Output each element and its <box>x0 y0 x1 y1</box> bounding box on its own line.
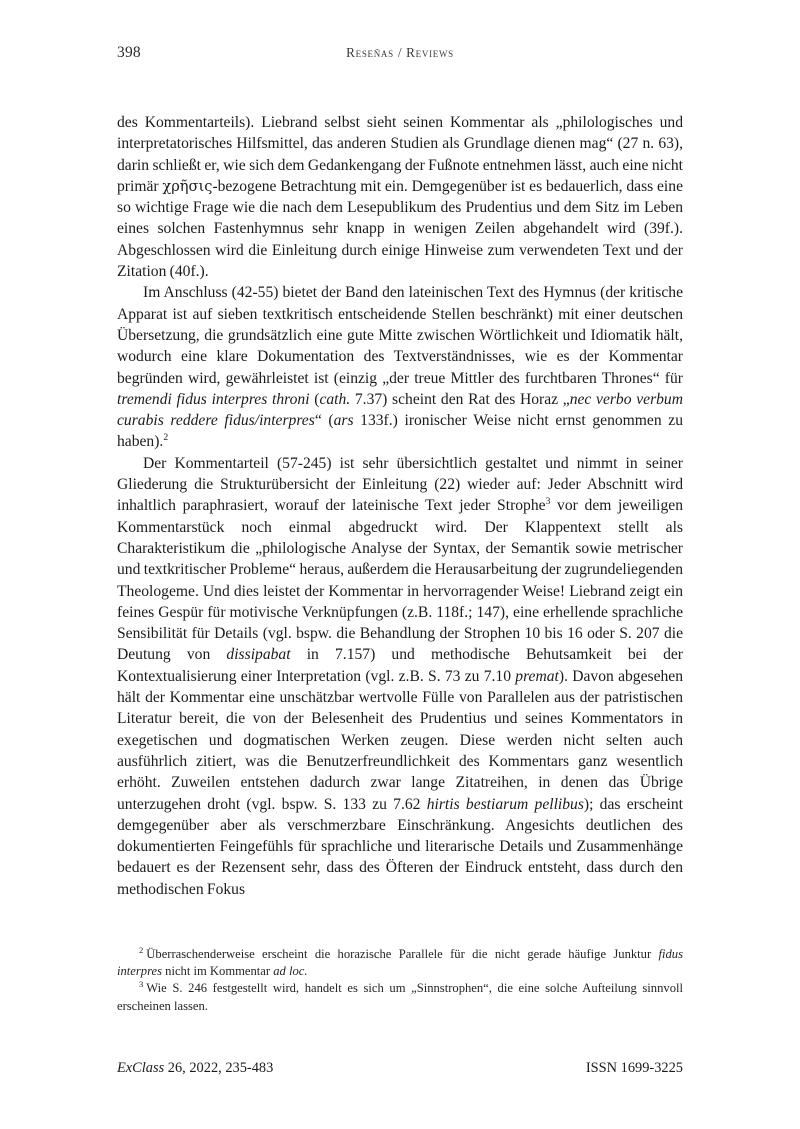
greek-run: χρῆσις <box>162 177 213 195</box>
text-run: ( <box>309 390 320 408</box>
body-paragraph <box>117 112 683 282</box>
text-run: in 7.157) und methodische Behutsamkeit bei der Kontextualisierung einer Interpretation (vgl. z.B. S. 73 zu 7.10 <box>117 646 683 685</box>
page-number: 398 <box>117 44 141 61</box>
footnote <box>117 980 683 1014</box>
running-head <box>117 44 683 64</box>
journal-issue: 26, 2022, 235-483 <box>164 1060 274 1076</box>
footnote-reference: 2 <box>163 432 169 444</box>
italic-run: ars <box>333 412 354 430</box>
text-run: -bezogene Betrachtung mit ein. Demgegenüber ist es bedauerlich, dass eine so wichtige Frage wie die nach dem Lesepublikum des Prudentius und dem Sitz im Leben eines solchen Fastenhymnus sehr knapp in wenigen Zeilen abgehandelt wird (39f.). Abgeschlossen wird die Einleitung durch einige Hinweise zum verwendeten Text und der Zitation (40f.). <box>117 177 683 281</box>
body-paragraph <box>117 453 683 900</box>
text-run: 133f.) ironischer Weise nicht ernst genommen zu haben). <box>117 412 683 451</box>
text-run: 7.37) scheint den Rat des Horaz „ <box>350 390 570 408</box>
text-run: “ ( <box>314 412 334 430</box>
italic-run: hirtis bestiarum pellibus <box>426 795 584 813</box>
text-run: des Kommentarteils). Liebrand selbst sieht seinen Kommentar als „philologisches und interpretatorisches Hilfsmittel, das anderen Studien als Grundlage dienen mag“ (27 n. 63), darin schließt er, wie sich dem Gedankengang der Fußnote entnehmen lässt, auch eine nicht primär <box>117 114 683 195</box>
italic-run: cath. <box>319 390 351 408</box>
text-run: vor dem jeweiligen Kommentarstück noch einmal abgedruckt wird. Der Klappentext stellt als Charakteristikum die „philologische Analyse der Syntax, der Semantik sowie metrischer und textkritischer Probleme“ heraus, außerdem die Herausarbeitung der zugrundeliegenden Theologeme. Und dies leistet der Kommentar in hervorragender Weise! Liebrand zeigt ein feines Gespür für motivische Verknüpfungen (z.B. 118f.; 147), eine erhellende sprachliche Sensibilität für Details (vgl. bspw. die Behandlung der Strophen 10 bis 16 oder S. 207 die Deutung von <box>117 497 683 664</box>
text-run: ); das erscheint demgegenüber aber als verschmerzbare Einschränkung. Angesichts deutlichen des dokumentierten Feingefühls für sprachliche und literarische Details und Zusammenhänge bedauert es der Rezensent sehr, dass des Öfteren der Eindruck entsteht, dass durch den methodischen Fokus <box>117 795 684 898</box>
journal-citation <box>117 1060 273 1077</box>
text-run: Im Anschluss (42-55) bietet der Band den lateinischen Text des Hymnus (der kritische Apparat ist auf sieben textkritisch entscheidende Stellen beschränkt) mit einer deutschen Übersetzung, die grundsätzlich eine gute Mitte zwischen Wörtlichkeit und Idiomatik hält, wodurch eine klare Dokumentation des Textverständnisses, wie es der Kommentar begründen wird, gewährleistet ist (einzig „der treue Mittler des furchtbaren Thrones“ für <box>117 284 683 387</box>
footnote-marker: 3 <box>139 979 144 990</box>
body-paragraph <box>117 282 683 452</box>
text-run: Der Kommentarteil (57-245) ist sehr übersichtlich gestaltet und nimmt in seiner Gliederung die Strukturübersicht der Einleitung (22) wieder auf: Jeder Abschnitt wird inhaltlich paraphrasiert, worauf der lateinische Text jeder Strophe <box>117 454 683 515</box>
page-footer <box>117 1060 683 1077</box>
footnote-block <box>117 946 683 1015</box>
running-head-title: Reseñas / Reviews <box>346 45 454 60</box>
issn: ISSN 1699-3225 <box>585 1060 683 1076</box>
journal-title: ExClass <box>117 1060 165 1076</box>
text-run: Wie S. 246 festgestellt wird, handelt es sich um „Sinnstrophen“, die eine solche Aufteilung sinnvoll erscheinen lassen. <box>117 981 683 1013</box>
footnote-reference: 3 <box>545 496 551 508</box>
italic-run: nec verbo verbum curabis reddere fidus/interpres <box>117 390 683 430</box>
footnote <box>117 946 683 980</box>
italic-run: ad loc. <box>273 964 308 979</box>
body-text-block <box>117 112 683 900</box>
text-run: nicht im Kommentar <box>162 964 274 979</box>
italic-run: dissipabat <box>226 646 291 664</box>
italic-run: premat <box>515 667 559 685</box>
text-run: ). Davon abgesehen hält der Kommentar eine unschätzbar wertvolle Fülle von Parallelen aus der patristischen Literatur bereit, die von der Belesenheit des Prudentius und seines Kommentators in exegetischen und dogmatischen Werken zeugen. Diese werden nicht selten auch ausführlich zitiert, was die Benutzerfreundlichkeit des Kommentars ganz wesentlich erhöht. Zuweilen entstehen dadurch zwar lange Zitatreihen, in denen das Übrige unterzugehen droht (vgl. bspw. S. 133 zu 7.62 <box>117 667 684 813</box>
italic-run: fidus interpres <box>117 947 683 979</box>
footnote-marker: 2 <box>139 944 144 955</box>
italic-run: tremendi fidus interpres throni <box>117 390 310 408</box>
text-run: Überraschenderweise erscheint die horazische Parallele für die nicht gerade häufige Junktur <box>146 947 659 961</box>
